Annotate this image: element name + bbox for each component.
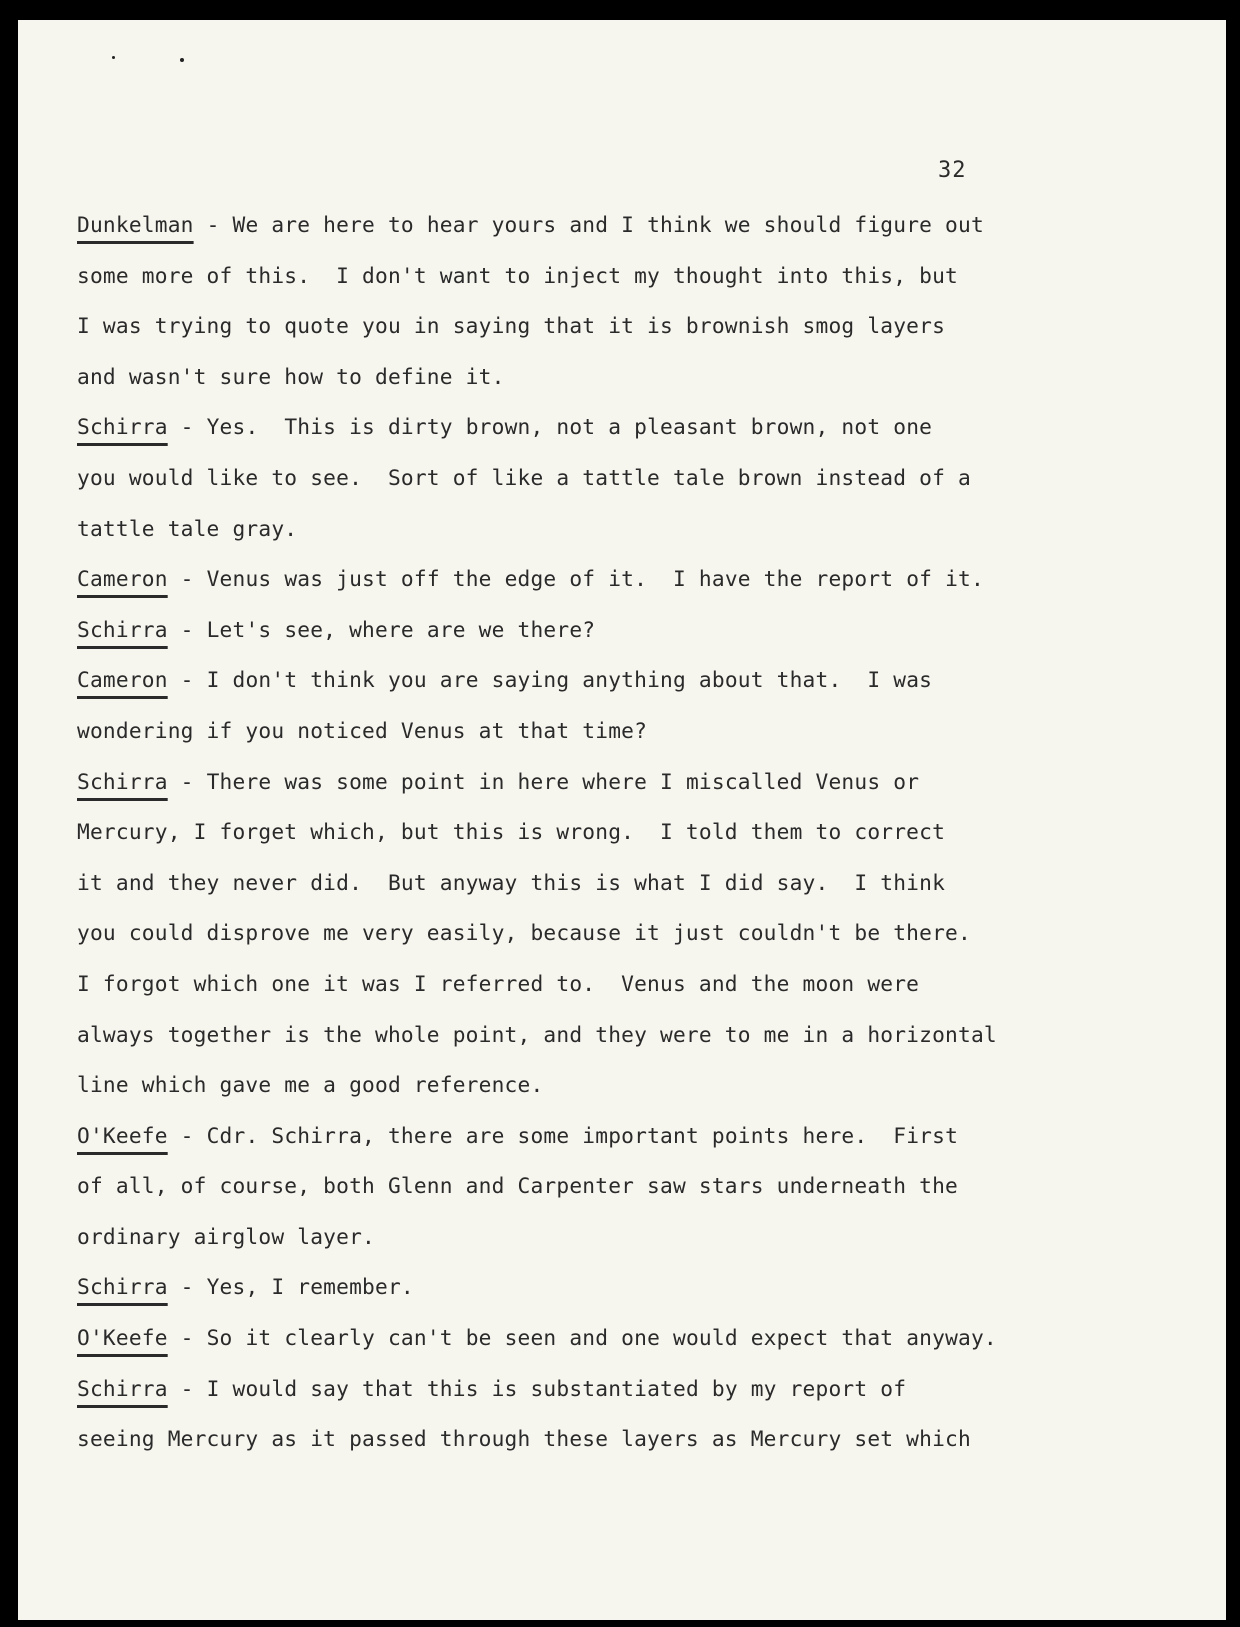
speaker-name: O'Keefe [77, 1122, 168, 1148]
line-text: Yes, I remember. [206, 1274, 414, 1300]
speaker-separator: - [167, 667, 207, 693]
scan-speck [180, 58, 184, 62]
speaker-separator: - [193, 212, 233, 237]
continuation-line [77, 301, 1177, 352]
speaker-separator: - [167, 566, 207, 592]
page-number: 32 [938, 158, 967, 183]
speaker-separator: - [167, 1325, 207, 1351]
line-text: Yes. This is dirty brown, not a pleasant brown, not one [206, 414, 933, 440]
speaker-name: Cameron [77, 566, 168, 592]
line-text: I would say that this is substantiated by my report of [206, 1375, 907, 1401]
speaker-name: Schirra [77, 414, 168, 440]
speaker-line [77, 1262, 1177, 1313]
speaker-name: Schirra [77, 1375, 168, 1401]
speaker-separator: - [167, 616, 207, 642]
speaker-line [77, 605, 1177, 656]
line-text: and wasn't sure how to define it. [77, 363, 505, 389]
line-text: line which gave me a good reference. [77, 1072, 544, 1098]
speaker-name: Dunkelman [77, 212, 194, 237]
continuation-line [77, 251, 1177, 302]
line-text: always together is the whole point, and they were to me in a horizontal [77, 1021, 997, 1047]
document-page [18, 20, 1226, 1620]
speaker-separator: - [167, 768, 207, 794]
line-text: We are here to hear yours and I think we should figure out [232, 212, 984, 237]
continuation-line [77, 807, 1177, 858]
line-text: of all, of course, both Glenn and Carpenter saw stars underneath the [77, 1173, 959, 1199]
line-text: Let's see, where are we there? [206, 616, 596, 642]
speaker-separator: - [167, 1122, 207, 1148]
continuation-line [77, 1010, 1177, 1061]
line-text: tattle tale gray. [77, 515, 298, 541]
line-text: I was trying to quote you in saying that it is brownish smog layers [77, 313, 946, 339]
line-text: I forgot which one it was I referred to. Venus and the moon were [77, 970, 920, 996]
speaker-name: O'Keefe [77, 1325, 168, 1351]
continuation-line [77, 858, 1177, 909]
line-text: There was some point in here where I miscalled Venus or [206, 768, 920, 794]
speaker-line [77, 1364, 1177, 1415]
speaker-name: Schirra [77, 1274, 168, 1300]
continuation-line [77, 959, 1177, 1010]
speaker-name: Schirra [77, 616, 168, 642]
line-text: Mercury, I forget which, but this is wrong. I told them to correct [77, 819, 946, 845]
speaker-line [77, 1313, 1177, 1364]
speaker-name: Schirra [77, 768, 168, 794]
continuation-line [77, 908, 1177, 959]
continuation-line [77, 453, 1177, 504]
speaker-separator: - [167, 1375, 207, 1401]
continuation-line [77, 352, 1177, 403]
line-text: I don't think you are saying anything about that. I was [206, 667, 933, 693]
continuation-line [77, 1060, 1177, 1111]
continuation-line [77, 706, 1177, 757]
line-text: some more of this. I don't want to inject my thought into this, but [77, 262, 959, 288]
speaker-line [77, 200, 1177, 251]
line-text: ordinary airglow layer. [77, 1223, 375, 1249]
line-text: Cdr. Schirra, there are some important points here. First [206, 1122, 959, 1148]
continuation-line [77, 1161, 1177, 1212]
line-text: So it clearly can't be seen and one would expect that anyway. [206, 1325, 997, 1351]
line-text: seeing Mercury as it passed through these layers as Mercury set which [77, 1426, 971, 1452]
line-text: it and they never did. But anyway this is what I did say. I think [77, 869, 946, 895]
line-text: wondering if you noticed Venus at that time? [77, 717, 648, 743]
speaker-line [77, 655, 1177, 706]
continuation-line [77, 1212, 1177, 1263]
continuation-line [77, 1414, 1177, 1465]
speaker-line [77, 554, 1177, 605]
speaker-name: Cameron [77, 667, 168, 693]
speaker-line [77, 402, 1177, 453]
speaker-line [77, 1111, 1177, 1162]
speaker-line [77, 757, 1177, 808]
speaker-separator: - [167, 1274, 207, 1300]
transcript-body [77, 200, 1177, 1465]
scan-speck [112, 56, 115, 59]
speaker-separator: - [167, 414, 207, 440]
line-text: you would like to see. Sort of like a tattle tale brown instead of a [77, 464, 971, 490]
line-text: Venus was just off the edge of it. I have the report of it. [206, 566, 984, 592]
line-text: you could disprove me very easily, because it just couldn't be there. [77, 920, 971, 946]
continuation-line [77, 504, 1177, 555]
